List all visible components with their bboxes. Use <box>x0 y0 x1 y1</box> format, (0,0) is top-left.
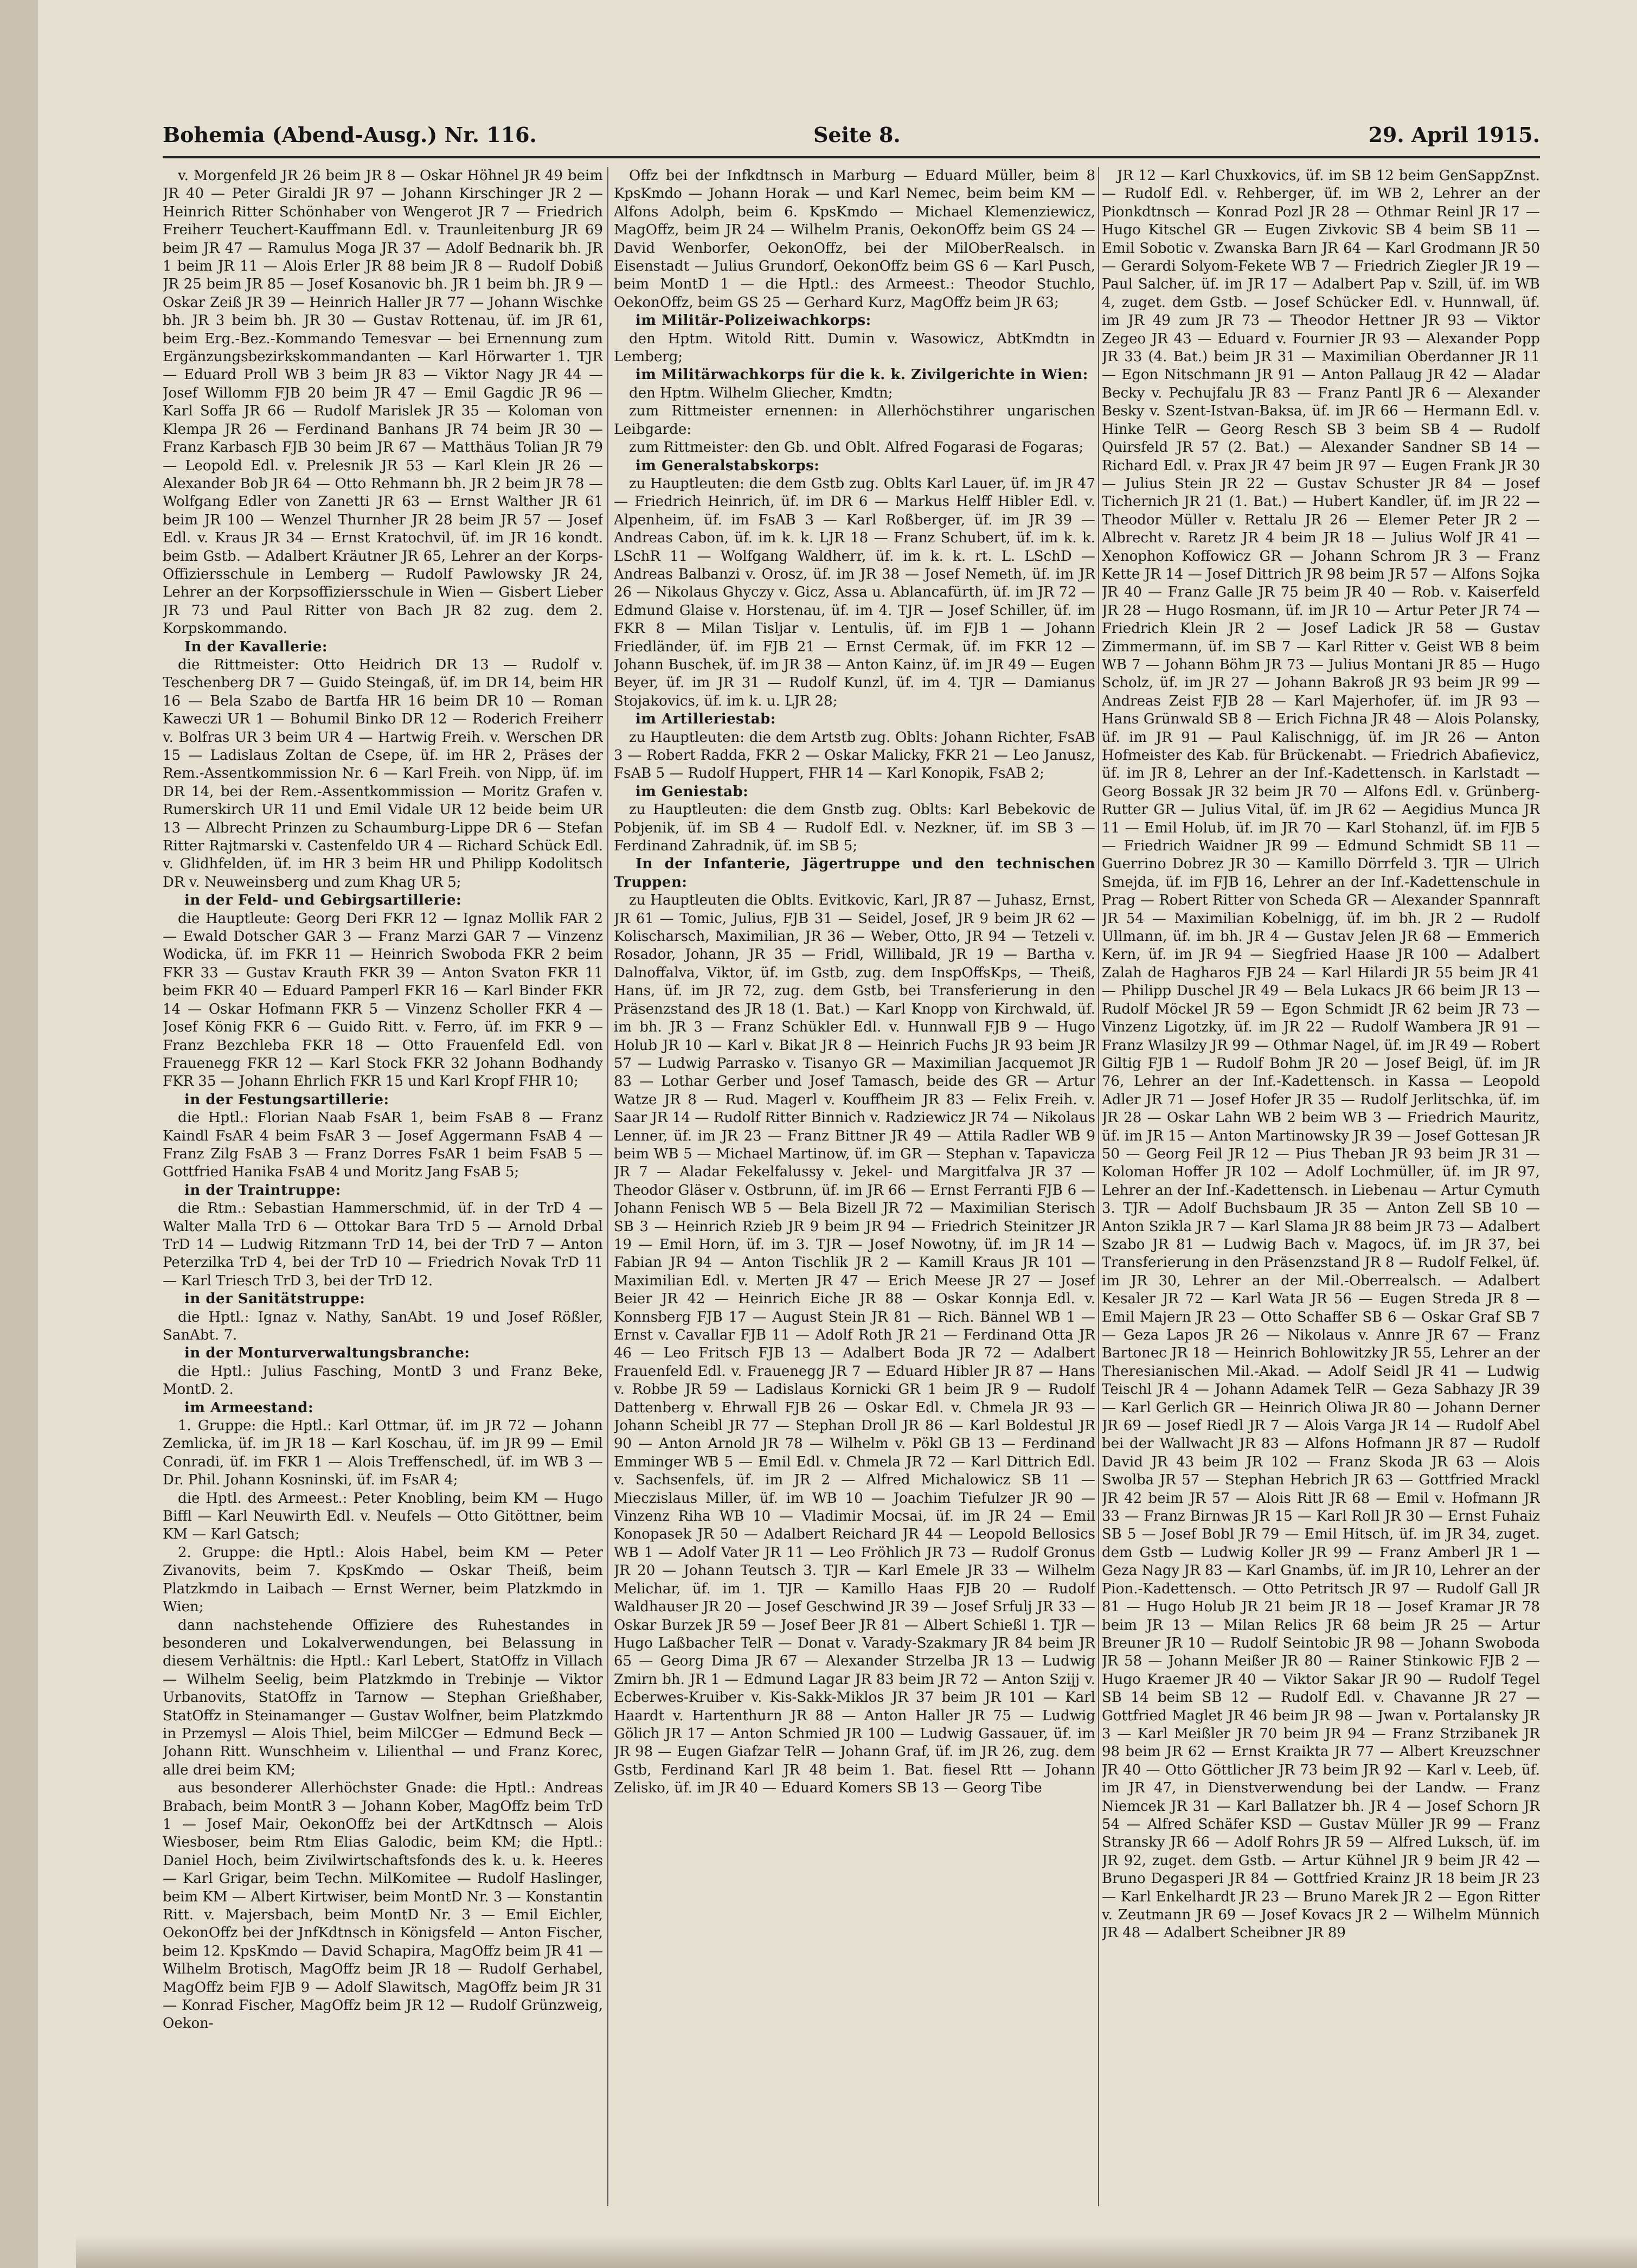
paragraph: zu Hauptleuten die Oblts. Evitkovic, Karl, JR 87 — Juhasz, Ernst, JR 61 — Tomic, Julius, FJB 31 — Seidel, Josef, JR 9 beim JR 62 — Kolischarsch, Maximilian, JR 36 — Weber, Otto, JR 94 — Tetzeli v. Rosador, Johann, JR 35 — Fridl, Willibald, JR 19 — Bartha v. Dalnoffalva, Viktor, üf. im Gstb, zug. dem InspOffsKps, — Theiß, Hans, üf. im JR 72, zug. dem Gstb, bei Transferierung in den Präsenzstand des JR 18 (1. Bat.) — Karl Knopp von Kirchwald, üf. im bh. JR 3 — Franz Schükler Edl. v. Hunnwall FJB 9 — Hugo Holub JR 10 — Karl v. Bikat JR 8 — Heinrich Fuchs JR 93 beim JR 57 — Ludwig Parrasko v. Tisanyo GR — Maximilian Jacquemot JR 83 — Lothar Gerber und Josef Tamasch, beide des GR — Artur Watze JR 8 — Rud. Magerl v. Kouffheim JR 83 — Felix Freih. v. Saar JR 14 — Rudolf Ritter Binnich v. Radziewicz JR 74 — Nikolaus Lenner, üf. im JR 23 — Franz Bittner JR 49 — Attila Radler WB 9 beim WB 5 — Michael Martinow, üf. im GR — Stephan v. Tapavicza JR 7 — Aladar Fekelfalussy v. Jekel- und Margitfalva JR 37 — Theodor Gläser v. Ostbrunn, üf. im JR 66 — Ernst Ferranti FJB 6 — Johann Fenisch WB 5 — Bela Bizell JR 72 — Maximilian Sterisch SB 3 — Heinrich Rzieb JR 9 beim JR 94 — Friedrich Steinitzer JR 19 — Emil Horn, üf. im 3. TJR — Josef Nowotny, üf. im JR 14 — Fabian JR 94 — Anton Tischlik JR 2 — Kamill Kraus JR 101 — Maximilian Edl. v. Merten JR 47 — Erich Meese JR 27 — Josef Beier JR 42 — Heinrich Eiche JR 88 — Oskar Konnja Edl. v. Konnsberg FJB 17 — August Stein JR 81 — Rich. Bännel WB 1 — Ernst v. Cavallar FJB 11 — Adolf Roth JR 21 — Ferdinand Otta JR 46 — Leo Fritsch FJB 13 — Adalbert Boda JR 72 — Adalbert Frauenfeld Edl. v. Frauenegg JR 7 — Eduard Hibler JR 87 — Hans v. Robbe JR 59 — Ladislaus Kornicki GR 1 beim JR 9 — Rudolf Dattenberg v. Ehrwall FJB 26 — Oskar Edl. v. Chmela JR 93 — Johann Scheibl JR 77 — Stephan Droll JR 86 — Karl Boldestul JR 90 — Anton Arnold JR 78 — Wilhelm v. Pökl GB 13 — Ferdinand Emminger WB 5 — Emil Edl. v. Chmela JR 72 — Karl Dittrich Edl. v. Sachsenfels, üf. im JR 2 — Alfred Michalowicz SB 11 — Mieczislaus Miller, üf. im WB 10 — Joachim Tiefulzer JR 90 — Vinzenz Riha WB 10 — Vladimir Mocsai, üf. im JR 24 — Emil Konopasek JR 50 — Adalbert Reichard JR 44 — Leopold Bellosics WB 1 — Adolf Vater JR 11 — Leo Fröhlich JR 73 — Rudolf Gronus JR 20 — Johann Teutsch 3. TJR — Karl Emele JR 33 — Wilhelm Melichar, üf. im 1. TJR — Kamillo Haas FJB 20 — Rudolf Waldhauser JR 20 — Josef Geschwind JR 39 — Josef Srfulj JR 33 — Oskar Burzek JR 59 — Josef Beer JR 81 — Albert Schießl 1. TJR — Hugo Laßbacher TelR — Donat v. Varady-Szakmary JR 84 beim JR 65 — Georg Dima JR 67 — Alexander Strzelba JR 13 — Ludwig Zmirn bh. JR 1 — Edmund Lagar JR 83 beim JR 72 — Anton Szijj v. Ecberwes-Kruiber v. Kis-Sakk-Miklos JR 37 beim JR 101 — Karl Haardt v. Hartenthurn JR 88 — Anton Haller JR 75 — Ludwig Gölich JR 17 — Anton Schmied JR 100 — Ludwig Gassauer, üf. im JR 98 — Eugen Giafzar TelR — Johann Graf, üf. im JR 26, zug. dem Gstb, Ferdinand Karl JR 48 beim 1. Bat. fiesel Rtt — Johann Zelisko, üf. im JR 40 — Eduard Komers SB 13 — Georg Tibe <box>614 892 1095 1797</box>
section-heading: im Militärwachkorps für die k. k. Zivilgerichte in Wien: <box>635 367 1088 383</box>
section-heading: In der Infanterie, Jägertruppe und den technischen Truppen: <box>614 856 1095 890</box>
paragraph: v. Morgenfeld JR 26 beim JR 8 — Oskar Höhnel JR 49 beim JR 40 — Peter Giraldi JR 97 — Johann Kirschinger JR 2 — Heinrich Ritter Schönhaber von Wengerot JR 7 — Friedrich Freiherr Teuchert-Kauffmann Edl. v. Traunleitenburg JR 69 beim JR 47 — Ramulus Moga JR 37 — Adolf Bednarik bh. JR 1 beim JR 11 — Alois Erler JR 88 beim JR 8 — Rudolf Dobiß JR 25 beim JR 85 — Josef Kosanovic bh. JR 1 beim bh. JR 9 — Oskar Zeiß JR 39 — Heinrich Haller JR 77 — Johann Wischke bh. JR 3 beim bh. JR 30 — Gustav Rottenau, üf. im JR 61, beim Erg.-Bez.-Kommando Temesvar — bei Ernennung zum Ergänzungsbezirkskommandanten — Karl Hörwarter 1. TJR — Eduard Proll WB 3 beim JR 83 — Viktor Nagy JR 44 — Josef Willomm FJB 20 beim JR 47 — Emil Gagdic JR 96 — Karl Soffa JR 66 — Rudolf Marislek JR 35 — Koloman von Klempa JR 26 — Ferdinand Banhans JR 74 beim JR 30 — Franz Karbasch FJB 30 beim JR 67 — Matthäus Tolian JR 79 — Leopold Edl. v. Prelesnik JR 53 — Karl Klein JR 26 — Alexander Bob JR 64 — Otto Rehmann bh. JR 2 beim JR 78 — Wolfgang Edler von Zanetti JR 63 — Ernst Walther JR 61 beim JR 100 — Wenzel Thurnher JR 28 beim JR 57 — Josef Edl. v. Kraus JR 34 — Ernst Kratochvil, üf. im JR 16 kondt. beim Gstb. — Adalbert Kräutner JR 65, Lehrer an der Korps-Offiziersschule in Lemberg — Rudolf Pawlowsky JR 24, Lehrer an der Korpsoffiziersschule in Wien — Gisbert Lieber JR 73 und Paul Ritter von Bach JR 82 zug. dem 2. Korpskommando. <box>163 168 603 637</box>
section-heading: in der Sanitätstruppe: <box>184 1291 365 1308</box>
paragraph: JR 12 — Karl Chuxkovics, üf. im SB 12 beim GenSappZnst. — Rudolf Edl. v. Rehberger, üf. im WB 2, Lehrer an der Pionkdtnsch — Konrad Pozl JR 28 — Othmar Reinl JR 17 — Hugo Kitschel GR — Eugen Zivkovic SB 4 beim SB 11 — Emil Sobotic v. Zwanska Barn JR 64 — Karl Grodmann JR 50 — Gerardi Solyom-Fekete WB 7 — Friedrich Ziegler JR 19 — Paul Salcher, üf. im JR 17 — Adalbert Pap v. Szill, üf. im WB 4, zuget. dem Gstb. — Josef Schücker Edl. v. Hunnwall, üf. im JR 49 zum JR 73 — Theodor Hettner JR 93 — Viktor Zegeo JR 43 — Eduard v. Fournier JR 93 — Alexander Popp JR 33 (4. Bat.) beim JR 31 — Maximilian Oberdanner JR 11 — Egon Nitschmann JR 91 — Anton Pallaug JR 42 — Aladar Becky v. Pechujfalu JR 83 — Franz Pantl JR 6 — Alexander Besky v. Szent-Istvan-Baksa, üf. im JR 66 — Hermann Edl. v. Hinke TelR — Georg Resch SB 3 beim SB 4 — Rudolf Quirsfeld JR 57 (2. Bat.) — Alexander Sandner SB 14 — Richard Edl. v. Prax JR 47 beim JR 97 — Eugen Frank JR 30 — Julius Stein JR 22 — Gustav Schuster JR 84 — Josef Tichernich JR 21 (1. Bat.) — Hubert Kandler, üf. im JR 22 — Theodor Müller v. Rettalu JR 26 — Elemer Peter JR 2 — Albrecht v. Raretz JR 4 beim JR 18 — Julius Wolf JR 41 — Xenophon Koffowicz GR — Johann Schrom JR 3 — Franz Kette JR 14 — Josef Dittrich JR 98 beim JR 57 — Alfons Sojka JR 40 — Franz Galle JR 75 beim JR 40 — Rob. v. Kaiserfeld JR 28 — Hugo Rosmann, üf. im JR 10 — Artur Peter JR 74 — Friedrich Klein JR 2 — Josef Ladick JR 58 — Gustav Zimmermann, üf. im SB 7 — Karl Ritter v. Geist WB 8 beim WB 7 — Johann Böhm JR 73 — Julius Montani JR 85 — Hugo Scholz, üf. im JR 27 — Johann Bakroß JR 93 beim JR 99 — Andreas Zeist FJB 28 — Karl Majerhofer, üf. im JR 93 — Hans Grünwald SB 8 — Erich Fichna JR 48 — Alois Polansky, üf. im JR 91 — Paul Kalischnigg, üf. im JR 26 — Anton Hofmeister des Kab. für Brückenabt. — Friedrich Abafievicz, üf. im JR 8, Lehrer an der Inf.-Kadettensch. in Karlstadt — Georg Bossak JR 32 beim JR 70 — Alfons Edl. v. Grünberg-Rutter GR — Julius Vital, üf. im JR 62 — Aegidius Munca JR 11 — Emil Holub, üf. im JR 70 — Karl Stohanzl, üf. im FJB 5 — Friedrich Waidner JR 99 — Edmund Schmidt SB 11 — Guerrino Dobrez JR 30 — Kamillo Dörrfeld 3. TJR — Ulrich Smejda, üf. im FJB 16, Lehrer an der Inf.-Kadettenschule in Prag — Robert Ritter von Scheda GR — Alexander Spannraft JR 54 — Maximilian Kobelnigg, üf. im bh. JR 2 — Rudolf Ullmann, üf. im bh. JR 4 — Gustav Jelen JR 68 — Emmerich Kern, üf. im JR 94 — Siegfried Haase JR 100 — Adalbert Zalah de Hagharos FJB 24 — Karl Hilardi JR 55 beim JR 41 — Philipp Duschel JR 49 — Bela Lukacs JR 66 beim JR 13 — Rudolf Möckel JR 59 — Egon Schmidt JR 62 beim JR 73 — Vinzenz Ligotzky, üf. im JR 22 — Rudolf Wambera JR 91 — Franz Wlasilzy JR 99 — Othmar Nagel, üf. im JR 49 — Robert Giltig FJB 1 — Rudolf Bohm JR 20 — Josef Beigl, üf. im JR 76, Lehrer an der Inf.-Kadettensch. in Kassa — Leopold Adler JR 71 — Josef Hofer JR 35 — Rudolf Jerlitschka, üf. im JR 28 — Oskar Lahn WB 2 beim WB 3 — Friedrich Mauritz, üf. im JR 15 — Anton Martinowsky JR 39 — Josef Gottesan JR 50 — Georg Feil JR 12 — Pius Theban JR 93 beim JR 31 — Koloman Hoffer JR 102 — Adolf Lochmüller, üf. im JR 97, Lehrer an der Inf.-Kadettensch. in Liebenau — Artur Cymuth 3. TJR — Adolf Buchsbaum JR 35 — Anton Zell SB 10 — Anton Szikla JR 7 — Karl Slama JR 88 beim JR 73 — Adalbert Szabo JR 81 — Ludwig Bach v. Magocs, üf. im JR 37, bei Transferierung in den Präsenzstand JR 8 — Rudolf Felkel, üf. im JR 30, Lehrer an der Mil.-Oberrealsch. — Adalbert Kesaler JR 72 — Karl Wata JR 56 — Eugen Streda JR 8 — Emil Majern JR 23 — Otto Schaffer SB 6 — Oskar Graf SB 7 — Geza Lapos JR 26 — Nikolaus v. Annre JR 67 — Franz Bartonec JR 18 — Heinrich Bohlowitzky JR 55, Lehrer an der Theresianischen Mil.-Akad. — Adolf Seidl JR 41 — Ludwig Teischl JR 4 — Johann Adamek TelR — Geza Sabhazy JR 39 — Karl Gerlich GR — Heinrich Oliwa JR 80 — Johann Derner JR 69 — Josef Riedl JR 7 — Alois Varga JR 14 — Rudolf Abel bei der Wallwacht JR 83 — Alfons Hofmann JR 87 — Rudolf David JR 43 beim JR 102 — Franz Skoda JR 63 — Alois Swolba JR 57 — Stephan Hebrich JR 63 — Gottfried Mrackl JR 42 beim JR 57 — Alois Ritt JR 68 — Emil v. Hofmann JR 33 — Franz Birnwas JR 15 — Karl Roll JR 30 — Ernst Fuhaiz SB 5 — Josef Bobl JR 79 — Emil Hitsch, üf. im JR 34, zuget. dem Gstb — Ludwig Koller JR 99 — Franz Amberl JR 1 — Geza Nagy JR 83 — Karl Gnambs, üf. im JR 10, Lehrer an der Pion.-Kadettensch. — Otto Petritsch JR 97 — Rudolf Gall JR 81 — Hugo Holub JR 21 beim JR 18 — Josef Kramar JR 78 beim JR 13 — Milan Relics JR 68 beim JR 25 — Artur Breuner JR 10 — Rudolf Seintobic JR 98 — Johann Swoboda JR 58 — Johann Meißer JR 80 — Rainer Stinkowic FJB 2 — Hugo Kraemer JR 40 — Viktor Sakar JR 90 — Rudolf Tegel SB 14 beim SB 12 — Rudolf Edl. v. Chavanne JR 27 — Gottfried Maglet JR 46 beim JR 98 — Jwan v. Portalansky JR 3 — Karl Meißler JR 70 beim JR 94 — Franz Strzibanek JR 98 beim JR 62 — Ernst Kraikta JR 77 — Albert Kreuzschner JR 40 — Otto Göttlicher JR 73 beim JR 92 — Karl v. Leeb, üf. im JR 47, in Dienstverwendung bei der Landw. — Franz Niemcek JR 31 — Karl Ballatzer bh. JR 4 — Josef Schorn JR 54 — Alfred Schäfer KSD — Gustav Müller JR 99 — Franz Stransky JR 66 — Adolf Rohrs JR 59 — Alfred Luksch, üf. im JR 92, zuget. dem Gstb. — Artur Kühnel JR 9 beim JR 42 — Bruno Degasperi JR 84 — Gottfried Krainz JR 18 beim JR 23 — Karl Enkelhardt JR 23 — Bruno Marek JR 2 — Egon Ritter v. Zeutmann JR 69 — Josef Kovacs JR 2 — Wilhelm Münnich JR 48 — Adalbert Scheibner JR 89 <box>1102 168 1540 1942</box>
paragraph: zu Hauptleuten: die dem Gstb zug. Oblts Karl Lauer, üf. im JR 47 — Friedrich Heinrich, üf. im DR 6 — Markus Helff Hibler Edl. v. Alpenheim, üf. im FsAB 3 — Karl Roßberger, üf. im JR 39 — Andreas Cabon, üf. im k. k. LJR 18 — Franz Schubert, üf. im k. k. LSchR 11 — Wolfgang Waldherr, üf. im k. k. rt. L. LSchD — Andreas Balbanzi v. Orosz, üf. im JR 38 — Josef Nemeth, üf. im JR 26 — Nikolaus Ghyczy v. Gicz, Assa u. Ablancafürth, üf. im JR 72 — Edmund Glaise v. Horstenau, üf. im 4. TJR — Josef Schiller, üf. im FKR 8 — Milan Tisljar v. Lentulis, üf. im FJB 1 — Johann Friedländer, üf. im FJB 21 — Ernst Cermak, üf. im FKR 12 — Johann Buschek, üf. im JR 38 — Anton Kainz, üf. im JR 49 — Eugen Beyer, üf. im JR 31 — Rudolf Kunzl, üf. im 4. TJR — Damianus Stojakovics, üf. im k. u. LJR 28; <box>614 475 1095 709</box>
paragraph: die Hptl.: Ignaz v. Nathy, SanAbt. 19 und Josef Rößler, SanAbt. 7. <box>163 1309 603 1343</box>
column-divider <box>1098 167 1099 2206</box>
paragraph: 2. Gruppe: die Hptl.: Alois Habel, beim KM — Peter Zivanovits, beim 7. KpsKmdo — Oskar Theiß, beim Platzkmdo in Laibach — Ernst Werner, beim Platzkmdo in Wien; <box>163 1544 603 1616</box>
section-heading: im Generalstabskorps: <box>635 457 820 474</box>
text-column-2 <box>614 167 1095 2206</box>
masthead-issue: Bohemia (Abend-Ausg.) Nr. 116. <box>163 123 537 147</box>
paragraph: 1. Gruppe: die Hptl.: Karl Ottmar, üf. im JR 72 — Johann Zemlicka, üf. im JR 18 — Karl Koschau, üf. im JR 99 — Emil Conradi, üf. im FKR 1 — Alois Treffenschedl, üf. im WB 3 — Dr. Phil. Johann Kosninski, üf. im FsAR 4; <box>163 1418 603 1489</box>
text-column-1 <box>163 167 603 2206</box>
paragraph: die Rtm.: Sebastian Hammerschmid, üf. in der TrD 4 — Walter Malla TrD 6 — Ottokar Bara TrD 5 — Arnold Drbal TrD 14 — Ludwig Ritzmann TrD 14, bei der TrD 7 — Anton Peterzilka TrD 4, bei der TrD 10 — Friedrich Novak TrD 11 — Karl Triesch TrD 3, bei der TrD 12. <box>163 1200 603 1289</box>
paragraph: den Hptm. Witold Ritt. Dumin v. Wasowicz, AbtKmdtn in Lemberg; <box>614 330 1095 366</box>
paragraph: die Hptl. des Armeest.: Peter Knobling, beim KM — Hugo Biffl — Karl Neuwirth Edl. v. Neufels — Otto Gitöttner, beim KM — Karl Gatsch; <box>163 1490 603 1543</box>
issue-date: 29. April 1915. <box>1368 123 1540 147</box>
section-heading: In der Kavallerie: <box>184 638 328 655</box>
section-heading: in der Monturverwaltungsbranche: <box>184 1345 470 1362</box>
paragraph: die Hauptleute: Georg Deri FKR 12 — Ignaz Mollik FAR 2 — Ewald Dotscher GAR 3 — Franz Marzi GAR 7 — Vinzenz Wodicka, üf. im FKR 11 — Heinrich Swoboda FKR 2 beim FKR 33 — Gustav Krauth FKR 39 — Anton Svaton FKR 11 beim FKR 40 — Eduard Pamperl FKR 16 — Karl Binder FKR 14 — Oskar Hofmann FKR 5 — Vinzenz Scholler FKR 4 — Josef König FKR 6 — Guido Ritt. v. Ferro, üf. im FKR 9 — Franz Bezchleba FKR 18 — Otto Frauenfeld Edl. von Frauenegg FKR 12 — Karl Stock FKR 32 Johann Bodhandy FKR 35 — Johann Ehrlich FKR 15 und Karl Kropf FHR 10; <box>163 910 603 1090</box>
section-heading: in der Feld- und Gebirgsartillerie: <box>184 892 462 909</box>
paragraph: die Hptl.: Julius Fasching, MontD 3 und Franz Beke, MontD. 2. <box>163 1363 603 1398</box>
section-heading: im Militär-Polizeiwachkorps: <box>635 312 871 329</box>
paragraph: aus besonderer Allerhöchster Gnade: die Hptl.: Andreas Brabach, beim MontR 3 — Johann Kober, MagOffz beim TrD 1 — Josef Mair, OekonOffz bei der ArtKdtnsch — Alois Wiesboser, beim Rtm Elias Galodic, beim KM; die Hptl.: Daniel Hoch, beim Zivilwirtschaftsfonds des k. u. k. Heeres — Karl Grigar, beim Techn. MilKomitee — Rudolf Haslinger, beim KM — Albert Kirtwiser, beim MontD Nr. 3 — Konstantin Ritt. v. Majersbach, beim MontD Nr. 3 — Emil Eichler, OekonOffz bei der JnfKdtnsch in Königsfeld — Anton Fischer, beim 12. KpsKmdo — David Schapira, MagOffz beim JR 41 — Wilhelm Brotisch, MagOffz beim JR 18 — Rudolf Gerhabel, MagOffz beim FJB 9 — Adolf Slawitsch, MagOffz beim JR 31 — Konrad Fischer, MagOffz beim JR 12 — Rudolf Grünzweig, Oekon- <box>163 1780 603 2032</box>
paragraph: den Hptm. Wilhelm Gliecher, Kmdtn; <box>629 385 893 401</box>
page-header <box>163 118 1540 158</box>
paragraph: die Rittmeister: Otto Heidrich DR 13 — Rudolf v. Teschenberg DR 7 — Guido Steingaß, üf. im DR 14, beim HR 16 — Bela Szabo de Bartfa HR 16 beim DR 10 — Roman Kaweczi UR 1 — Bohumil Binko DR 12 — Roderich Freiherr v. Bolfras UR 3 beim UR 4 — Hartwig Freih. v. Werschen DR 15 — Ladislaus Zoltan de Csepe, üf. im HR 2, Präses der Rem.-Assentkommission Nr. 6 — Karl Freih. von Nipp, üf. im DR 14, bei der Rem.-Assentkommission — Moritz Grafen v. Rumerskirch UR 11 und Emil Vidale UR 12 beide beim UR 13 — Albrecht Prinzen zu Schaumburg-Lippe DR 6 — Stefan Ritter Rajtmarski v. Castenfeldo UR 4 — Richard Schück Edl. v. Glidhfelden, üf. im HR 3 beim HR und Philipp Kodolitsch DR v. Neuweinsberg und zum Khag UR 5; <box>163 656 603 890</box>
text-column-3 <box>1102 167 1540 2206</box>
section-heading: in der Traintruppe: <box>184 1182 341 1199</box>
section-heading: in der Festungsartillerie: <box>184 1091 389 1108</box>
paragraph: dann nachstehende Offiziere des Ruhestandes in besonderen und Lokalverwendungen, bei Belassung in diesem Verhältnis: die Hptl.: Karl Lebert, StatOffz in Villach — Wilhelm Seelig, beim Platzkmdo in Trebinje — Viktor Urbanovits, StatOffz in Tarnow — Stephan Grießhaber, StatOffz in Steinamanger — Gustav Wolfner, beim Platzkmdo in Przemysl — Alois Thiel, beim MilCGer — Edmund Beck — Johann Ritt. Wunschheim v. Lilienthal — und Franz Korec, alle drei beim KM; <box>163 1617 603 1778</box>
paragraph: zum Rittmeister ernennen: in Allerhöchstihrer ungarischen Leibgarde: <box>614 403 1095 438</box>
paragraph: zu Hauptleuten: die dem Artstb zug. Oblts: Johann Richter, FsAB 3 — Robert Radda, FKR 2 — Oskar Malicky, FKR 21 — Leo Janusz, FsAB 5 — Rudolf Huppert, FHR 14 — Karl Konopik, FsAB 2; <box>614 729 1095 782</box>
paragraph: die Hptl.: Florian Naab FsAR 1, beim FsAB 8 — Franz Kaindl FsAR 4 beim FsAR 3 — Josef Aggermann FsAB 4 — Franz Zilg FsAB 3 — Franz Dorres FsAR 1 beim FsAB 5 — Gottfried Hanika FsAB 4 und Moritz Jang FsAB 5; <box>163 1110 603 1181</box>
section-heading: im Armeestand: <box>184 1399 314 1416</box>
section-heading: im Geniestab: <box>635 783 749 800</box>
column-divider <box>607 167 608 2206</box>
paragraph: Offz bei der Infkdtnsch in Marburg — Eduard Müller, beim 8 KpsKmdo — Johann Horak — und Karl Nemec, beim beim KM — Alfons Adolph, beim 6. KpsKmdo — Michael Klemenziewicz, MagOffz, beim JR 24 — Wilhelm Pranis, OekonOffz beim GS 24 — David Wenborfer, OekonOffz, bei der MilOberRealsch. in Eisenstadt — Julius Grundorf, OekonOffz beim GS 6 — Karl Pusch, beim MontD 1 — die Hptl.: des Armeest.: Theodor Stuchlo, OekonOffz, beim GS 25 — Gerhard Kurz, MagOffz beim JR 63; <box>614 168 1095 311</box>
paragraph: zum Rittmeister: den Gb. und Oblt. Alfred Fogarasi de Fogaras; <box>629 439 1084 456</box>
section-heading: im Artilleriestab: <box>635 711 776 728</box>
page-edge <box>76 2235 1637 2268</box>
page-number: Seite 8. <box>813 123 901 147</box>
paragraph: zu Hauptleuten: die dem Gnstb zug. Oblts: Karl Bebekovic de Pobjenik, üf. im SB 4 — Rudolf Edl. v. Nezkner, üf. im SB 3 — Ferdinand Zahradnik, üf. im SB 5; <box>614 802 1095 855</box>
